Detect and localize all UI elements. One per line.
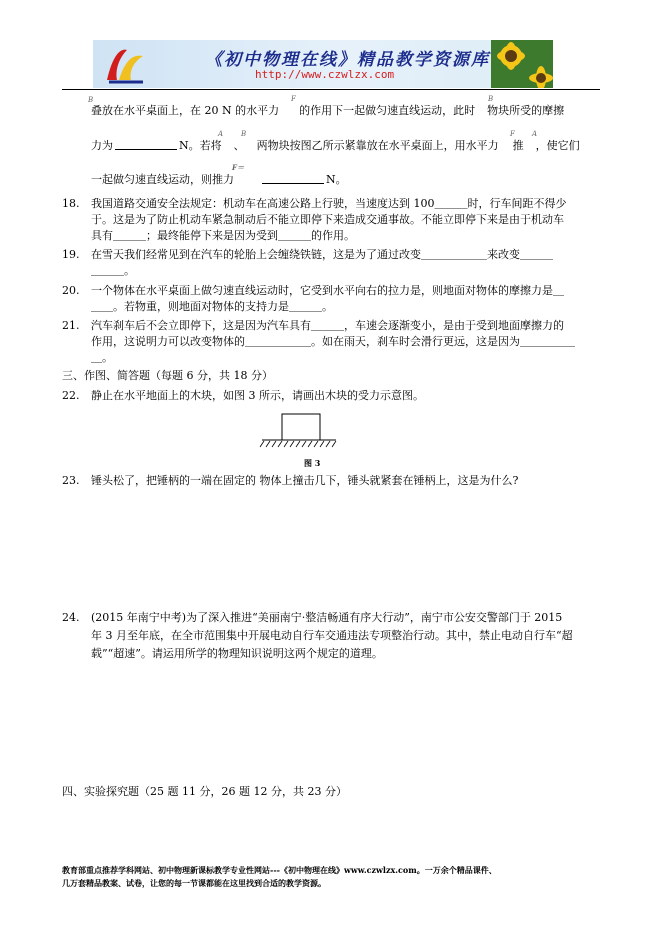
q20-line2: ＿＿。若物重，则地面对物体的支持力是＿＿＿。	[91, 300, 333, 313]
q23-text: 锤头松了，把锤柄的一端在固定的 物体上撞击几下，锤头就紧套在锤柄上，这是为什么?	[91, 474, 519, 487]
sunflower-icon	[491, 40, 553, 88]
q22-text: 静止在水平地面上的木块，如图 3 所示，请画出木块的受力示意图。	[91, 389, 424, 402]
footer-line: 教育部重点推荐学科网站、初中物理新课标教学专业性网站---《初中物理在线》www.czwlzx.com。一万余个精品课件、	[62, 865, 497, 875]
header-banner	[93, 40, 553, 88]
q18-line2: 于。这是为了防止机动车紧急制动后不能立即停下来造成交通事故。不能立即停下来是由于机动车	[91, 213, 564, 226]
q21-line3: ＿。	[91, 351, 113, 364]
q20-line1: 一个物体在水平桌面上做匀速直线运动时，它受到水平向右的拉力是，则地面对物体的摩擦力是＿	[91, 284, 564, 297]
q24-line3: 载”“超速”。请运用所学的物理知识说明这两个规定的道理。	[91, 647, 383, 660]
q24-line2: 年 3 月至年底，在全市范围集中开展电动自行车交通违法专项整治行动。其中，禁止电动自行车“超	[91, 629, 573, 642]
answer-blank[interactable]	[115, 139, 177, 150]
site-title: 《初中物理在线》精品教学资源库	[205, 50, 490, 70]
question-number: 19.	[62, 248, 80, 261]
footer-line: 几万套精品教案、试卷，让您的每一节课都能在这里找到合适的教学资源。	[62, 878, 326, 888]
q18-line3: 具有＿＿＿；最终能停下来是因为受到＿＿＿的作用。	[91, 229, 355, 242]
q21-line1: 汽车刹车后不会立即停下，这是因为汽车具有＿＿＿，车速会逐渐变小，是由于受到地面摩擦力的	[91, 319, 564, 332]
question-number: 23.	[62, 474, 80, 487]
variable-f-label: F	[291, 95, 296, 103]
q19-line2: ＿＿＿。	[91, 264, 135, 277]
header-rule	[62, 89, 600, 90]
variable-b-label: B	[88, 96, 94, 104]
q17-line1: 叠放在水平桌面上，在 20 N 的水平力 的作用下一起做匀速直线运动，此时 物块所受的摩擦	[91, 104, 565, 117]
q24-line1: (2015 年南宁中考)为了深入推进“美丽南宁·整洁畅通有序大行动”，南宁市公安交警部门于 2015	[91, 611, 563, 624]
question-number: 22.	[62, 389, 80, 402]
q17-line2: 力为 N。若将 、 两物块按图乙所示紧靠放在水平桌面上，用水平力 推 ，使它们	[91, 139, 580, 152]
variable-a-label: A	[532, 130, 538, 138]
q18-line1: 我国道路交通安全法规定：机动车在高速公路上行驶，当速度达到 100＿＿＿时，行车间距不得少	[91, 197, 567, 210]
variable-f-label: F	[510, 130, 515, 138]
figure-caption: 图 3	[304, 458, 321, 468]
question-number: 20.	[62, 284, 80, 297]
section-heading: 三、作图、简答题（每题 6 分，共 18 分）	[62, 369, 273, 382]
question-number: 21.	[62, 319, 80, 332]
answer-blank[interactable]	[262, 173, 324, 184]
q19-line1: 在雪天我们经常见到在汽车的轮胎上会缠绕铁链，这是为了通过改变＿＿＿＿＿＿来改变＿＿＿	[91, 248, 553, 261]
q17-line3: 一起做匀速直线运动，则推力 N。	[91, 173, 347, 186]
variable-f-label: F＝	[232, 163, 244, 172]
site-logo-icon	[103, 44, 147, 84]
q21-line2: 作用，这说明力可以改变物体的＿＿＿＿＿＿。如在雨天，刹车时会滑行更远，这是因为＿＿＿＿＿	[91, 335, 575, 348]
variable-b-label: B	[241, 130, 247, 138]
question-number: 24.	[62, 611, 80, 624]
question-number: 18.	[62, 197, 80, 210]
figure-3-block-on-ground	[258, 412, 340, 452]
site-url[interactable]: http://www.czwlzx.com	[255, 68, 395, 81]
section-heading: 四、实验探究题（25 题 11 分，26 题 12 分，共 23 分）	[62, 785, 347, 798]
variable-b-label: B	[488, 95, 494, 103]
variable-a-label: A	[218, 130, 224, 138]
